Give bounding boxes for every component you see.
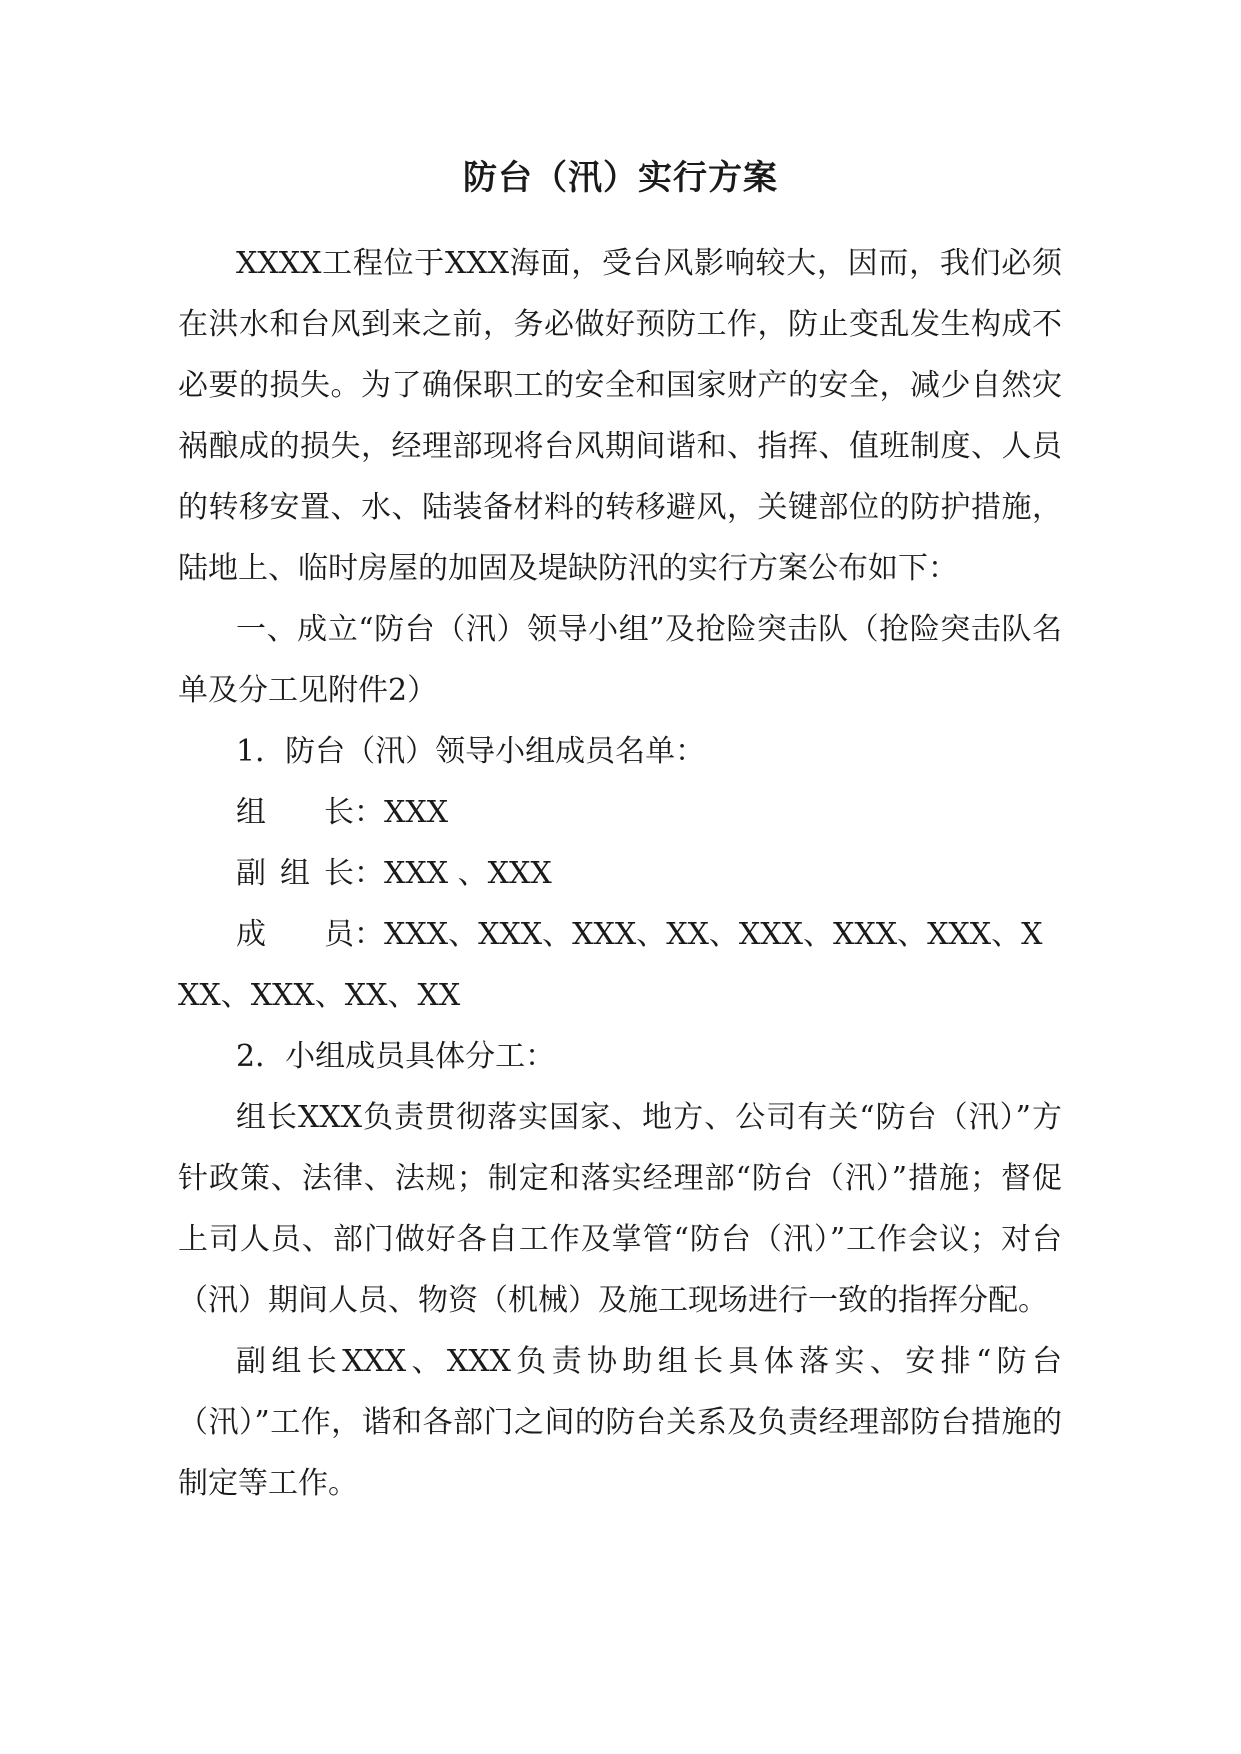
deputy-row — [236, 843, 1062, 904]
deputy-colon: ： — [354, 856, 384, 891]
deputy-duty-paragraph: 副组长XXX、XXX负责协助组长具体落实、安排“防台（汛）”工作，谐和各部门之间的防台关系及负责经理部防台措施的制定等工作。 — [178, 1344, 1062, 1501]
intro-paragraph: XXXX工程位于XXX海面，受台风影响较大，因而，我们必须在洪水和台风到来之前，务必做好预防工作，防止变乱发生构成不必要的损失。为了确保职工的安全和国家财产的安全，减少自然灾祸酿成的损失，经理部现将台风期间谐和、指挥、值班制度、人员的转移安置、水、陆装备材料的转移避风，关键部位的防护措施，陆地上、临时房屋的加固及堤缺防汛的实行方案公布如下： — [178, 246, 1062, 586]
leader-row — [236, 782, 1062, 843]
leader-duty-paragraph: 组长XXX负责贯彻落实国家、地方、公司有关“防台（汛）”方针政策、法律、法规；制定和落实经理部“防台（汛）”措施；督促上司人员、部门做好各自工作及掌管“防台（汛）”工作会议；对台（汛）期间人员、物资（机械）及施工现场进行一致的指挥分配。 — [178, 1100, 1062, 1318]
deputy-value: XXX 、XXX — [384, 856, 552, 891]
members-row — [178, 904, 1062, 1026]
members-value: XXX、XXX、XXX、XX、XXX、XXX、XXX、XXX、XXX、XX、XX — [178, 917, 1043, 1013]
deputy-label: 副组长 — [236, 856, 354, 891]
document-body — [178, 233, 1062, 1514]
item-heading-1: 1．防台（汛）领导小组成员名单： — [236, 734, 706, 769]
document-title: 防台（汛）实行方案 — [463, 158, 778, 198]
leader-label: 组长 — [236, 795, 354, 830]
leader-colon: ： — [354, 795, 384, 830]
leader-value: XXX — [384, 795, 449, 830]
section-heading-1: 一、成立“防台（汛）领导小组”及抢险突击队（抢险突击队名单及分工见附件2） — [178, 612, 1062, 708]
item-heading-2: 2．小组成员具体分工： — [236, 1039, 556, 1074]
members-colon: ： — [354, 917, 384, 952]
members-label: 成员 — [236, 917, 354, 952]
